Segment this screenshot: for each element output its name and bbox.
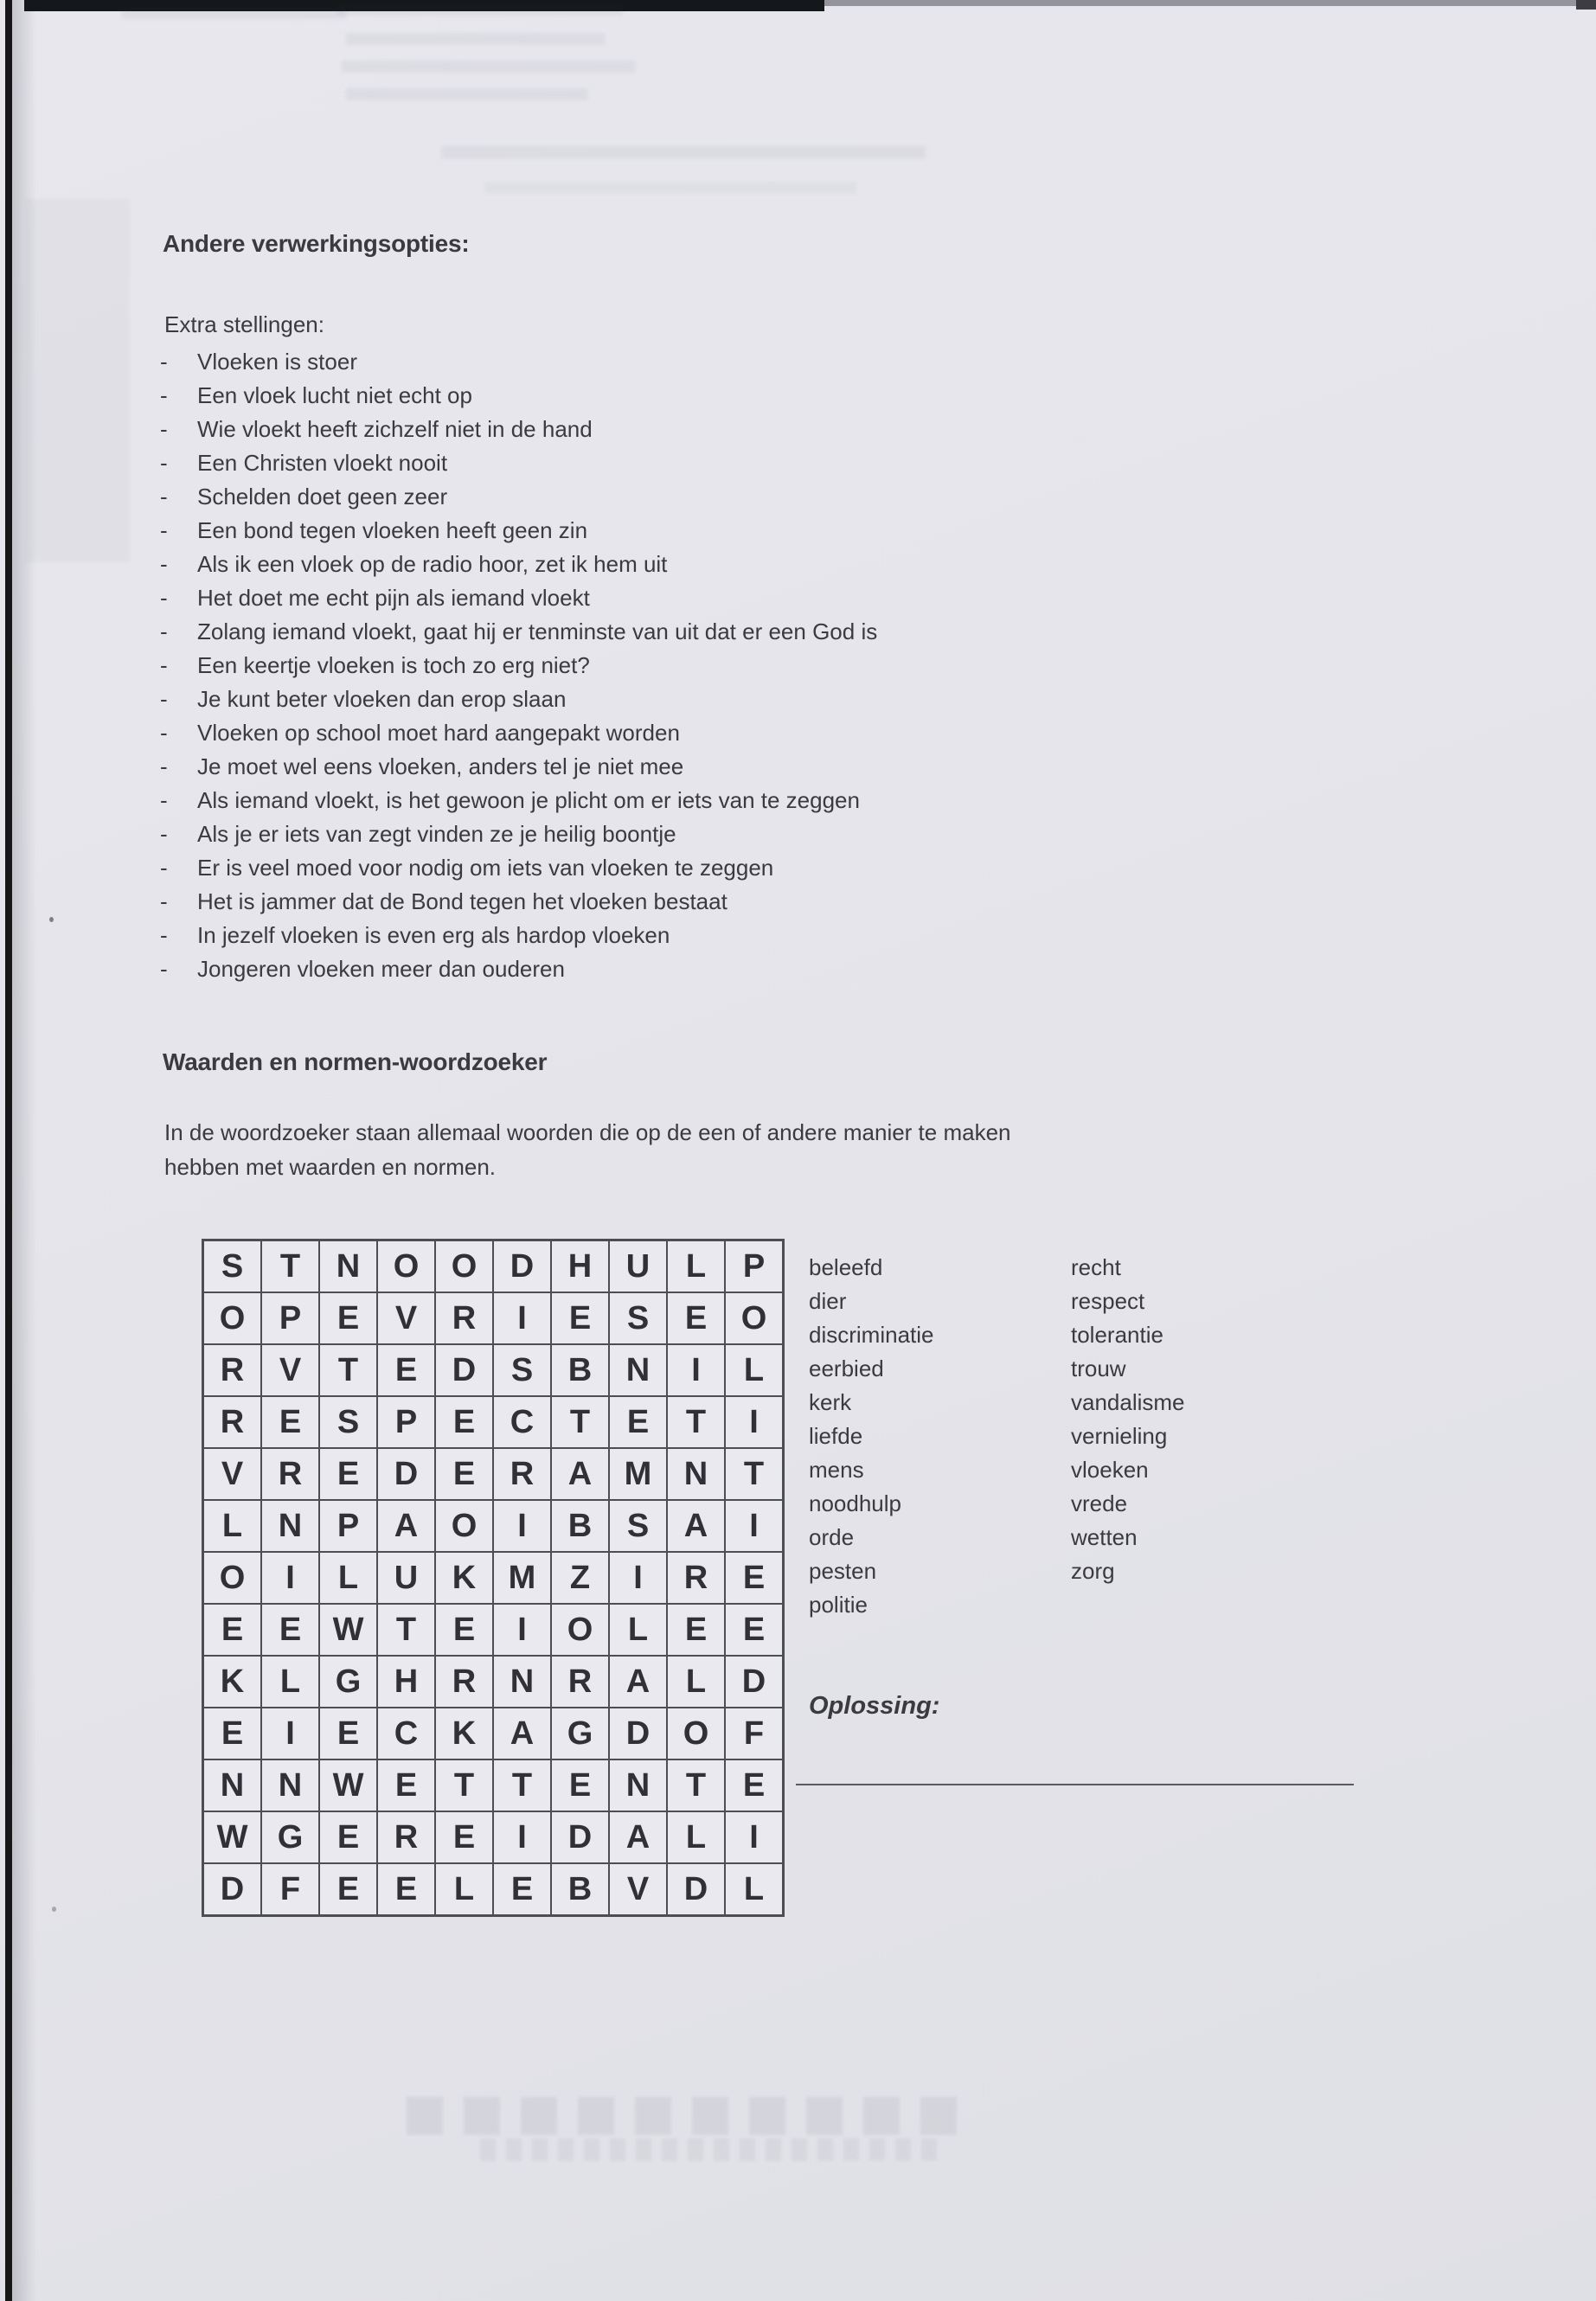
wordsearch-cell: N [610, 1345, 666, 1395]
wordsearch-cell: E [262, 1397, 318, 1447]
word-list-item: recht [1071, 1254, 1121, 1280]
wordsearch-cell: G [552, 1708, 608, 1759]
wordsearch-cell: O [552, 1605, 608, 1655]
wordsearch-cell: I [494, 1293, 550, 1343]
bullet-dash: - [160, 956, 168, 982]
wordsearch-cell: M [494, 1553, 550, 1603]
wordsearch-cell: P [378, 1397, 434, 1447]
statement-item [160, 817, 877, 851]
statement-text: Vloeken op school moet hard aangepakt worden [197, 720, 680, 746]
wordsearch-cell: A [552, 1449, 608, 1499]
statement-item [160, 615, 877, 649]
word-list-item: noodhulp [809, 1490, 901, 1516]
word-list-item: kerk [809, 1389, 852, 1415]
intro-paragraph [164, 1115, 1011, 1184]
wordsearch-cell: N [320, 1241, 376, 1292]
wordsearch-cell: S [610, 1501, 666, 1551]
wordsearch-cell: E [378, 1760, 434, 1811]
word-list-column-2 [1071, 1251, 1185, 1588]
wordsearch-cell: D [378, 1449, 434, 1499]
bullet-dash: - [160, 450, 168, 476]
wordsearch-cell: I [262, 1708, 318, 1759]
wordsearch-cell: E [320, 1449, 376, 1499]
bleed-through-artifact [484, 182, 856, 194]
wordsearch-cell: I [494, 1605, 550, 1655]
wordsearch-cell: E [668, 1293, 724, 1343]
bullet-dash: - [160, 787, 168, 813]
wordsearch-cell: C [378, 1708, 434, 1759]
statement-text: Zolang iemand vloekt, gaat hij er tenminste van uit dat er een God is [197, 619, 878, 644]
bullet-dash: - [160, 484, 168, 510]
wordsearch-cell: N [204, 1760, 260, 1811]
wordsearch-cell: I [494, 1812, 550, 1862]
wordsearch-cell: L [436, 1864, 492, 1914]
statement-text: Er is veel moed voor nodig om iets van vloeken te zeggen [197, 855, 774, 881]
wordsearch-cell: O [204, 1293, 260, 1343]
word-list-column-1 [809, 1251, 934, 1622]
wordsearch-cell: T [262, 1241, 318, 1292]
wordsearch-cell: F [262, 1864, 318, 1914]
wordsearch-cell: N [262, 1760, 318, 1811]
word-list-item: dier [809, 1288, 847, 1314]
wordsearch-cell: L [262, 1657, 318, 1707]
wordsearch-cell: B [552, 1345, 608, 1395]
wordsearch-cell: I [610, 1553, 666, 1603]
wordsearch-cell: E [204, 1605, 260, 1655]
wordsearch-cell: E [726, 1760, 782, 1811]
word-list-item: wetten [1071, 1524, 1138, 1550]
bleed-through-artifact [441, 145, 926, 159]
bullet-dash: - [160, 619, 168, 644]
wordsearch-cell: D [436, 1345, 492, 1395]
wordsearch-cell: A [668, 1501, 724, 1551]
wordsearch-cell: T [668, 1760, 724, 1811]
wordsearch-cell: S [610, 1293, 666, 1343]
wordsearch-cell: T [378, 1605, 434, 1655]
word-list-item: pesten [809, 1558, 877, 1584]
wordsearch-cell: A [494, 1708, 550, 1759]
statement-item [160, 716, 877, 750]
word-list-item: trouw [1071, 1356, 1126, 1381]
intro-line: hebben met waarden en normen. [164, 1154, 497, 1180]
statement-text: Je kunt beter vloeken dan erop slaan [197, 686, 567, 712]
wordsearch-cell: Z [552, 1553, 608, 1603]
wordsearch-cell: L [668, 1812, 724, 1862]
wordsearch-cell: M [610, 1449, 666, 1499]
wordsearch-cell: L [668, 1241, 724, 1292]
wordsearch-cell: D [204, 1864, 260, 1914]
bullet-dash: - [160, 720, 168, 746]
wordsearch-cell: L [204, 1501, 260, 1551]
section1-heading: Andere verwerkingsopties: [163, 230, 470, 257]
wordsearch-cell: B [552, 1501, 608, 1551]
statement-item [160, 784, 877, 817]
wordsearch-cell: B [552, 1864, 608, 1914]
wordsearch-cell: D [668, 1864, 724, 1914]
wordsearch-cell: L [726, 1345, 782, 1395]
scan-speck [49, 917, 54, 922]
wordsearch-cell: S [494, 1345, 550, 1395]
word-list-item: vernieling [1071, 1423, 1168, 1449]
statement-item [160, 750, 877, 784]
wordsearch-cell: E [668, 1605, 724, 1655]
wordsearch-cell: O [436, 1241, 492, 1292]
wordsearch-cell: R [552, 1657, 608, 1707]
wordsearch-cell: S [320, 1397, 376, 1447]
wordsearch-cell: R [204, 1397, 260, 1447]
wordsearch-cell: E [436, 1812, 492, 1862]
wordsearch-cell: L [726, 1864, 782, 1914]
wordsearch-cell: R [436, 1657, 492, 1707]
statement-text: Het is jammer dat de Bond tegen het vloeken bestaat [197, 888, 727, 914]
wordsearch-cell: R [378, 1812, 434, 1862]
word-list-item: zorg [1071, 1558, 1115, 1584]
bleed-through-stamp [480, 2138, 939, 2161]
bleed-through-stamp [407, 2097, 960, 2135]
statement-text: Vloeken is stoer [197, 349, 357, 375]
statement-text: Je moet wel eens vloeken, anders tel je niet mee [197, 753, 684, 779]
word-list-item: beleefd [809, 1254, 883, 1280]
wordsearch-cell: K [204, 1657, 260, 1707]
wordsearch-cell: E [320, 1812, 376, 1862]
statement-text: Als ik een vloek op de radio hoor, zet ik hem uit [197, 551, 668, 577]
bullet-dash: - [160, 585, 168, 611]
wordsearch-cell: E [320, 1708, 376, 1759]
wordsearch-cell: E [436, 1449, 492, 1499]
wordsearch-cell: N [668, 1449, 724, 1499]
wordsearch-cell: N [610, 1760, 666, 1811]
wordsearch-cell: O [204, 1553, 260, 1603]
wordsearch-cell: I [494, 1501, 550, 1551]
wordsearch-cell: E [378, 1345, 434, 1395]
statement-text: Jongeren vloeken meer dan ouderen [197, 956, 565, 982]
statement-item [160, 581, 877, 615]
wordsearch-cell: D [494, 1241, 550, 1292]
wordsearch-cell: D [552, 1812, 608, 1862]
bleed-through-artifact [337, 2, 623, 16]
word-list-item: mens [809, 1457, 864, 1483]
bullet-dash: - [160, 753, 168, 779]
page-left-edge [5, 0, 12, 2301]
bullet-dash: - [160, 652, 168, 678]
page-top-edge-gray [824, 0, 1596, 6]
wordsearch-cell: H [552, 1241, 608, 1292]
wordsearch-cell: A [378, 1501, 434, 1551]
wordsearch-cell: D [726, 1657, 782, 1707]
wordsearch-cell: L [668, 1657, 724, 1707]
word-list-item: vrede [1071, 1490, 1128, 1516]
statement-item [160, 413, 877, 446]
wordsearch-cell: V [610, 1864, 666, 1914]
bullet-dash: - [160, 517, 168, 543]
page-top-corner-mark [1576, 0, 1596, 10]
wordsearch-cell: R [262, 1449, 318, 1499]
statement-text: Als je er iets van zegt vinden ze je heilig boontje [197, 821, 676, 847]
word-list-item: respect [1071, 1288, 1145, 1314]
wordsearch-cell: V [378, 1293, 434, 1343]
wordsearch-cell: E [378, 1864, 434, 1914]
word-list-item: politie [809, 1592, 868, 1618]
statement-text: Een vloek lucht niet echt op [197, 382, 472, 408]
wordsearch-cell: O [436, 1501, 492, 1551]
bleed-through-artifact [346, 33, 606, 45]
word-list-item: orde [809, 1524, 855, 1550]
statement-text: Wie vloekt heeft zichzelf niet in de hand [197, 416, 593, 442]
word-list-item: vloeken [1071, 1457, 1149, 1483]
wordsearch-cell: T [552, 1397, 608, 1447]
wordsearch-cell: H [378, 1657, 434, 1707]
wordsearch-cell: F [726, 1708, 782, 1759]
wordsearch-cell: P [320, 1501, 376, 1551]
bleed-through-artifact [346, 88, 588, 100]
word-list-item: liefde [809, 1423, 863, 1449]
wordsearch-cell: I [726, 1397, 782, 1447]
word-list-item: eerbied [809, 1356, 884, 1381]
statement-text: Als iemand vloekt, is het gewoon je plicht om er iets van te zeggen [197, 787, 860, 813]
wordsearch-cell: A [610, 1812, 666, 1862]
bullet-dash: - [160, 349, 168, 375]
wordsearch-cell: W [204, 1812, 260, 1862]
wordsearch-cell: E [320, 1864, 376, 1914]
wordsearch-cell: I [726, 1501, 782, 1551]
bullet-dash: - [160, 922, 168, 948]
statements-list [160, 345, 877, 986]
wordsearch-cell: D [610, 1708, 666, 1759]
bullet-dash: - [160, 382, 168, 408]
wordsearch-cell: U [610, 1241, 666, 1292]
statement-item [160, 683, 877, 716]
wordsearch-cell: T [320, 1345, 376, 1395]
solution-label: Oplossing: [809, 1692, 940, 1720]
bleed-through-artifact [26, 199, 130, 562]
wordsearch-cell: V [262, 1345, 318, 1395]
statement-item [160, 885, 877, 919]
list-intro: Extra stellingen: [164, 311, 324, 337]
wordsearch-cell: T [494, 1760, 550, 1811]
wordsearch-cell: T [436, 1760, 492, 1811]
statement-item [160, 919, 877, 952]
wordsearch-cell: E [262, 1605, 318, 1655]
statement-text: Een keertje vloeken is toch zo erg niet? [197, 652, 590, 678]
wordsearch-cell: I [668, 1345, 724, 1395]
statement-text: Een bond tegen vloeken heeft geen zin [197, 517, 588, 543]
wordsearch-cell: E [204, 1708, 260, 1759]
word-list-item: tolerantie [1071, 1322, 1163, 1348]
bullet-dash: - [160, 888, 168, 914]
statement-item [160, 379, 877, 413]
wordsearch-grid [202, 1239, 785, 1917]
intro-line: In de woordzoeker staan allemaal woorden die op de een of andere manier te maken [164, 1119, 1011, 1145]
wordsearch-cell: R [204, 1345, 260, 1395]
wordsearch-cell: P [726, 1241, 782, 1292]
bullet-dash: - [160, 821, 168, 847]
wordsearch-cell: N [494, 1657, 550, 1707]
statement-item [160, 446, 877, 480]
wordsearch-cell: W [320, 1605, 376, 1655]
wordsearch-cell: I [726, 1812, 782, 1862]
wordsearch-cell: E [436, 1397, 492, 1447]
wordsearch-cell: G [262, 1812, 318, 1862]
statement-text: Het doet me echt pijn als iemand vloekt [197, 585, 590, 611]
statement-text: In jezelf vloeken is even erg als hardop vloeken [197, 922, 670, 948]
statement-item [160, 649, 877, 683]
wordsearch-cell: E [494, 1864, 550, 1914]
wordsearch-cell: E [320, 1293, 376, 1343]
wordsearch-cell: T [726, 1449, 782, 1499]
bullet-dash: - [160, 686, 168, 712]
wordsearch-cell: R [494, 1449, 550, 1499]
wordsearch-cell: O [378, 1241, 434, 1292]
statement-item [160, 851, 877, 885]
wordsearch-cell: E [610, 1397, 666, 1447]
wordsearch-cell: E [726, 1605, 782, 1655]
wordsearch-cell: A [610, 1657, 666, 1707]
statement-item [160, 548, 877, 581]
wordsearch-cell: E [552, 1760, 608, 1811]
statement-item [160, 952, 877, 986]
wordsearch-cell: E [552, 1293, 608, 1343]
statement-text: Een Christen vloekt nooit [197, 450, 448, 476]
wordsearch-cell: C [494, 1397, 550, 1447]
wordsearch-cell: R [436, 1293, 492, 1343]
bleed-through-artifact [342, 61, 636, 73]
statement-text: Schelden doet geen zeer [197, 484, 448, 510]
statement-item [160, 480, 877, 514]
wordsearch-cell: I [262, 1553, 318, 1603]
statement-item [160, 345, 877, 379]
wordsearch-cell: E [726, 1553, 782, 1603]
wordsearch-cell: O [668, 1708, 724, 1759]
bullet-dash: - [160, 855, 168, 881]
wordsearch-cell: V [204, 1449, 260, 1499]
statement-item [160, 514, 877, 548]
wordsearch-cell: R [668, 1553, 724, 1603]
wordsearch-cell: P [262, 1293, 318, 1343]
scan-speck [52, 1907, 56, 1912]
wordsearch-cell: E [436, 1605, 492, 1655]
solution-answer-line [796, 1784, 1354, 1785]
wordsearch-cell: T [668, 1397, 724, 1447]
section2-heading: Waarden en normen-woordzoeker [163, 1048, 548, 1075]
wordsearch-cell: O [726, 1293, 782, 1343]
wordsearch-cell: K [436, 1553, 492, 1603]
wordsearch-cell: L [610, 1605, 666, 1655]
wordsearch-cell: N [262, 1501, 318, 1551]
wordsearch-cell: U [378, 1553, 434, 1603]
bleed-through-artifact [121, 7, 346, 19]
wordsearch-cell: S [204, 1241, 260, 1292]
wordsearch-cell: W [320, 1760, 376, 1811]
word-list-item: vandalisme [1071, 1389, 1185, 1415]
bullet-dash: - [160, 551, 168, 577]
wordsearch-cell: G [320, 1657, 376, 1707]
wordsearch-cell: L [320, 1553, 376, 1603]
bullet-dash: - [160, 416, 168, 442]
word-list-item: discriminatie [809, 1322, 934, 1348]
wordsearch-cell: K [436, 1708, 492, 1759]
